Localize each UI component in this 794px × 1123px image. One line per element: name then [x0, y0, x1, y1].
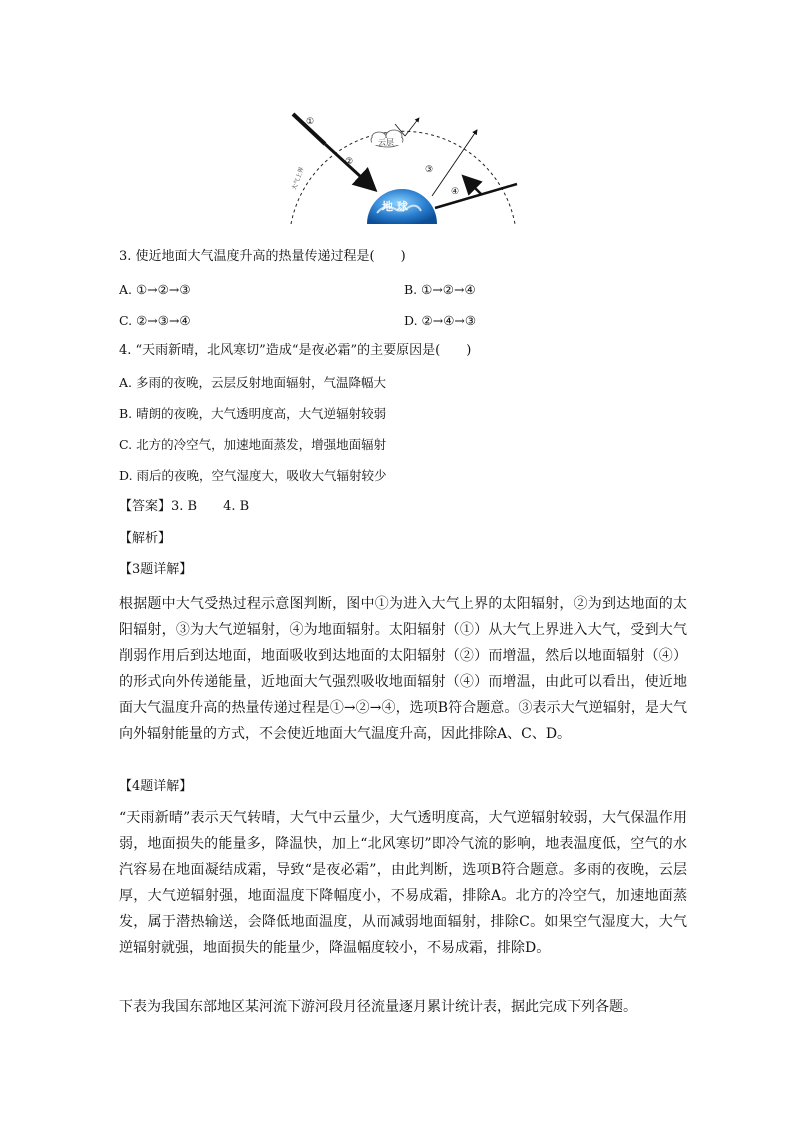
- marker-1: ①: [306, 117, 315, 127]
- closing-sentence: 下表为我国东部地区某河流下游河段月径流量逐月累计统计表，据此完成下列各题。: [119, 999, 637, 1015]
- q3-option-a: A. ①→②→③: [119, 282, 191, 297]
- q4-option-b: B. 晴朗的夜晚，大气透明度高，大气逆辐射较弱: [119, 406, 387, 421]
- boundary-label: 大气上界: [290, 166, 306, 192]
- q4-option-a: A. 多雨的夜晚，云层反射地面辐射，气温降幅大: [119, 375, 386, 390]
- earth-label: 地 球: [382, 200, 408, 213]
- q3-detail-paragraph: 根据题中大气受热过程示意图判断，图中①为进入大气上界的太阳辐射，②为到达地面的太阳辐射，③为大气逆辐射，④为地面辐射。太阳辐射（①）从大气上界进入大气，受到大气削弱作用后到达地面，地面吸收到达地面的太阳辐射（②）而增温，然后以地面辐射（④）的形式向外传递能量，近地面大气强烈吸收地面辐射（④）而增温，由此可以看出，使近地面大气温度升高的热量传递过程是①→②→④，选项B符合题意。③表示大气逆辐射，是大气向外辐射能量的方式，不会使近地面大气温度升高，因此排除A、C、D。: [119, 596, 687, 742]
- q4-option-c: C. 北方的冷空气，加速地面蒸发，增强地面辐射: [119, 437, 387, 452]
- q4-stem: 4. “天雨新晴，北风寒切”造成“是夜必霜”的主要原因是( ): [119, 343, 472, 358]
- atmosphere-heating-diagram: [285, 108, 525, 226]
- q4-detail-paragraph: “天雨新晴”表示天气转晴，大气中云量少，大气透明度高，大气逆辐射较弱，大气保温作用弱，地面损失的能量多，降温快，加上“北风寒切”即冷气流的影响，地表温度低，空气的水汽容易在地面凝结成霜，导致“是夜必霜”，由此判断，选项B符合题意。多雨的夜晚，云层厚，大气逆辐射强，地面温度下降幅度小，不易成霜，排除A。北方的冷空气，加速地面蒸发，属于潜热输送，会降低地面温度，从而减弱地面辐射，排除C。如果空气湿度大，大气逆辐射就强，地面损失的能量少，降温幅度较小，不易成霜，排除D。: [119, 810, 687, 956]
- q4-option-d: D. 雨后的夜晚，空气湿度大，吸收大气辐射较少: [119, 468, 387, 483]
- q3-option-c: C. ②→③→④: [119, 313, 191, 328]
- cloud: [371, 130, 403, 147]
- answer-line: 【答案】3. B 4. B: [119, 499, 250, 514]
- marker-2: ②: [345, 157, 354, 167]
- analysis-heading: 【解析】: [119, 531, 172, 546]
- cloud-label: 云层: [378, 138, 394, 147]
- marker-3: ③: [425, 165, 434, 175]
- q3-detail-heading: 【3题详解】: [119, 562, 193, 577]
- q3-option-d: D. ②→④→③: [404, 313, 477, 328]
- marker-4: ④: [451, 187, 460, 197]
- q3-stem: 3. 使近地面大气温度升高的热量传递过程是( ): [119, 249, 406, 264]
- q3-option-b: B. ①→②→④: [404, 282, 476, 297]
- q4-detail-heading: 【4题详解】: [119, 779, 193, 794]
